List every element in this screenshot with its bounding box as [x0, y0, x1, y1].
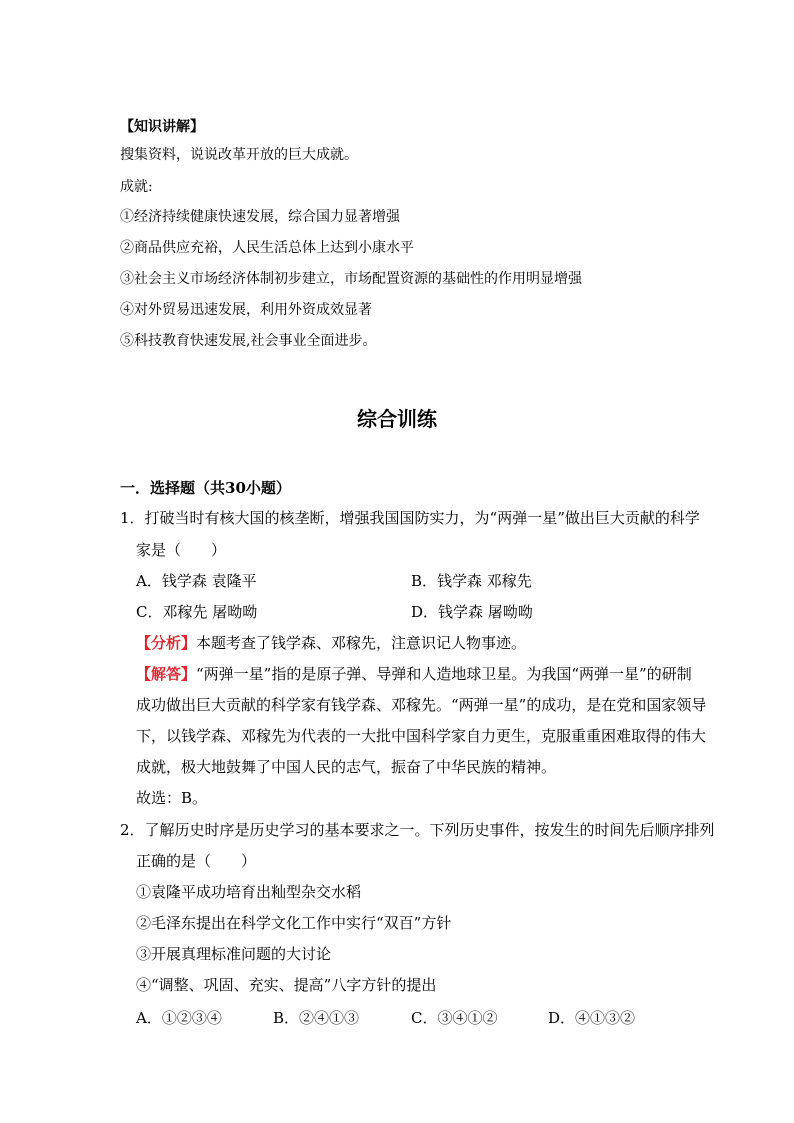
analysis-text: 本题考查了钱学森、邓稼先，注意识记人物事迹。 — [196, 634, 527, 652]
q2-option-a: A．①②③④ — [136, 1009, 222, 1027]
q1-answer-line4: 成就，极大地鼓舞了中国人民的志气，振奋了中华民族的精神。 — [136, 758, 557, 776]
achievement-item: ⑤科技教育快速发展,社会事业全面进步。 — [120, 333, 377, 349]
q1-stem-line1: 1．打破当时有核大国的核垄断，增强我国国防实力，为“两弹一星”做出巨大贡献的科学 — [120, 509, 700, 527]
q2-event: ③开展真理标准问题的大讨论 — [136, 945, 332, 963]
q1-option-c: C．邓稼先 屠呦呦 — [136, 603, 258, 621]
q1-analysis — [136, 633, 526, 653]
q2-stem-line2: 正确的是（ ） — [136, 852, 257, 870]
achievement-item: ②商品供应充裕，人民生活总体上达到小康水平 — [120, 240, 414, 256]
q1-answer-line1 — [136, 664, 692, 684]
knowledge-prompt: 搜集资料，说说改革开放的巨大成就。 — [120, 147, 358, 163]
q2-event: ①袁隆平成功培育出籼型杂交水稻 — [136, 883, 362, 901]
achievements-label: 成就: — [120, 179, 153, 195]
q2-event: ④“调整、巩固、充实、提高”八字方针的提出 — [136, 976, 437, 994]
q1-stem-line2: 家是（ ） — [136, 541, 227, 559]
q2-stem-line1: 2．了解历史时序是历史学习的基本要求之一。下列历史事件，按发生的时间先后顺序排列 — [120, 821, 715, 839]
analysis-label: 【分析】 — [136, 634, 197, 652]
q1-choice: 故选：B。 — [136, 789, 208, 807]
q1-option-b: B．钱学森 邓稼先 — [411, 572, 532, 590]
q2-option-b: B．②④①③ — [273, 1009, 360, 1027]
q1-option-d: D．钱学森 屠呦呦 — [411, 603, 533, 621]
q2-event: ②毛泽东提出在科学文化工作中实行“双百”方针 — [136, 914, 452, 932]
q1-answer-line2: 成功做出巨大贡献的科学家有钱学森、邓稼先。“两弹一星”的成功，是在党和国家领导 — [136, 696, 707, 714]
page-title: 综合训练 — [357, 407, 437, 431]
q1-answer-line3: 下，以钱学森、邓稼先为代表的一大批中国科学家自力更生，克服重重困难取得的伟大 — [136, 727, 707, 745]
q1-option-a: A．钱学森 袁隆平 — [136, 572, 257, 590]
q2-option-c: C．③④①② — [411, 1009, 498, 1027]
achievement-item: ④对外贸易迅速发展，利用外资成效显著 — [120, 302, 372, 318]
achievement-item: ③社会主义市场经济体制初步建立，市场配置资源的基础性的作用明显增强 — [120, 271, 582, 287]
achievement-item: ①经济持续健康快速发展，综合国力显著增强 — [120, 209, 400, 225]
answer-text: “两弹一星”指的是原子弹、导弹和人造地球卫星。为我国“两弹一星”的研制 — [196, 665, 692, 683]
q2-option-d: D．④①③② — [548, 1009, 636, 1027]
answer-label: 【解答】 — [136, 665, 197, 683]
section-heading: 一．选择题（共30小题） — [120, 479, 291, 497]
knowledge-heading: 【知识讲解】 — [120, 119, 204, 135]
